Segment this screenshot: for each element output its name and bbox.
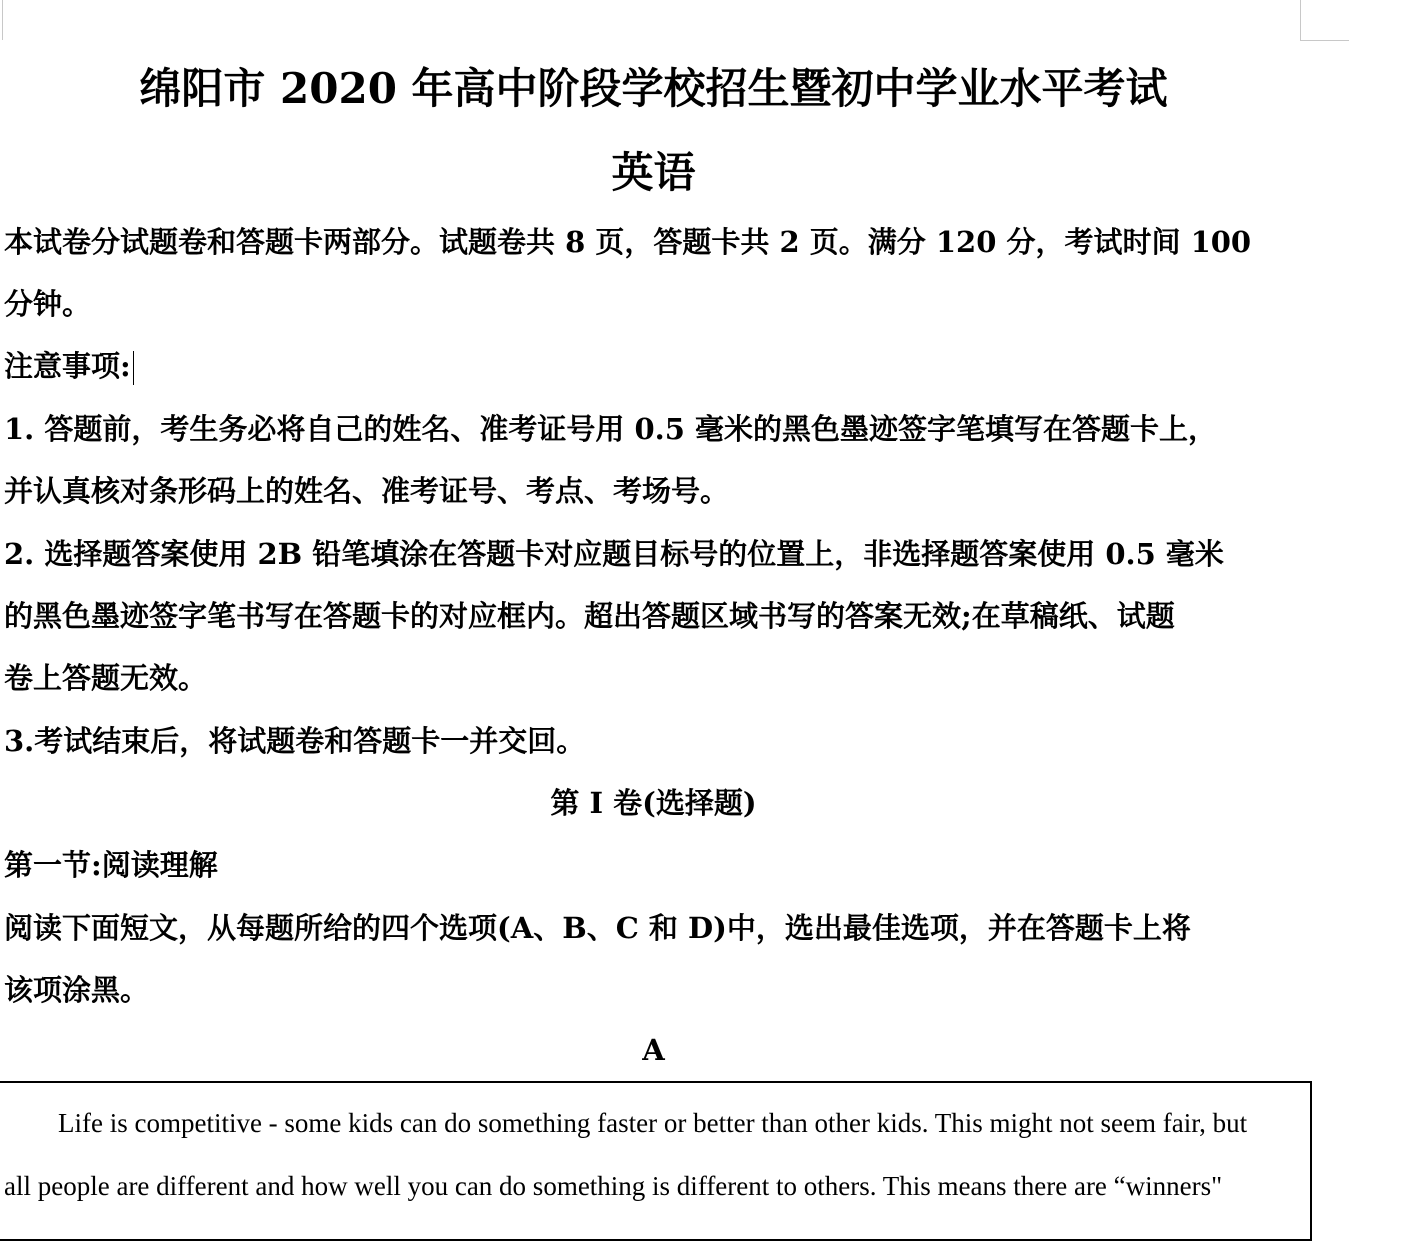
- page-corner-mark-right: [1300, 0, 1349, 41]
- notice-2-line-2: 的黑色墨迹签字笔书写在答题卡的对应框内。超出答题区域书写的答案无效;在草稿纸、试题: [4, 599, 1175, 633]
- notice-2-line-1: 2. 选择题答案使用 2B 铅笔填涂在答题卡对应题目标号的位置上，非选择题答案使用 0.5 毫米: [4, 537, 1224, 571]
- text-cursor: [133, 351, 134, 385]
- passage-line-2: all people are different and how well you can do something is different to others. This means there are “winners": [4, 1171, 1223, 1201]
- notice-heading: 注意事项:: [4, 349, 131, 383]
- notice-heading-row[interactable]: [4, 344, 134, 385]
- notice-3-line-1: 3.考试结束后，将试题卷和答题卡一并交回。: [4, 724, 586, 758]
- exam-subject: 英语: [611, 148, 696, 197]
- section-heading: 第一节:阅读理解: [4, 848, 218, 882]
- passage-label: A: [642, 1033, 665, 1067]
- notice-1-line-2: 并认真核对条形码上的姓名、准考证号、考点、考场号。: [4, 474, 730, 508]
- instruction-line-1: 阅读下面短文，从每题所给的四个选项(A、B、C 和 D)中，选出最佳选项，并在答题卡上将: [4, 911, 1191, 945]
- intro-line-1: 本试卷分试题卷和答题卡两部分。试题卷共 8 页，答题卡共 2 页。满分 120 分，考试时间 100: [4, 225, 1252, 259]
- notice-1-line-1: 1. 答题前，考生务必将自己的姓名、准考证号用 0.5 毫米的黑色墨迹签字笔填写在答题卡上，: [4, 412, 1218, 446]
- instruction-line-2: 该项涂黑。: [4, 973, 150, 1007]
- page-corner-mark-left: [2, 0, 3, 40]
- passage-box: [0, 1081, 1312, 1241]
- exam-title: 绵阳市 2020 年高中阶段学校招生暨初中学业水平考试: [139, 64, 1168, 113]
- passage-line-1: Life is competitive - some kids can do something faster or better than other kids. This might not seem fair, but: [58, 1108, 1248, 1138]
- intro-line-2: 分钟。: [4, 287, 92, 321]
- notice-2-line-3: 卷上答题无效。: [4, 661, 208, 695]
- part-heading: 第 I 卷(选择题): [550, 786, 757, 820]
